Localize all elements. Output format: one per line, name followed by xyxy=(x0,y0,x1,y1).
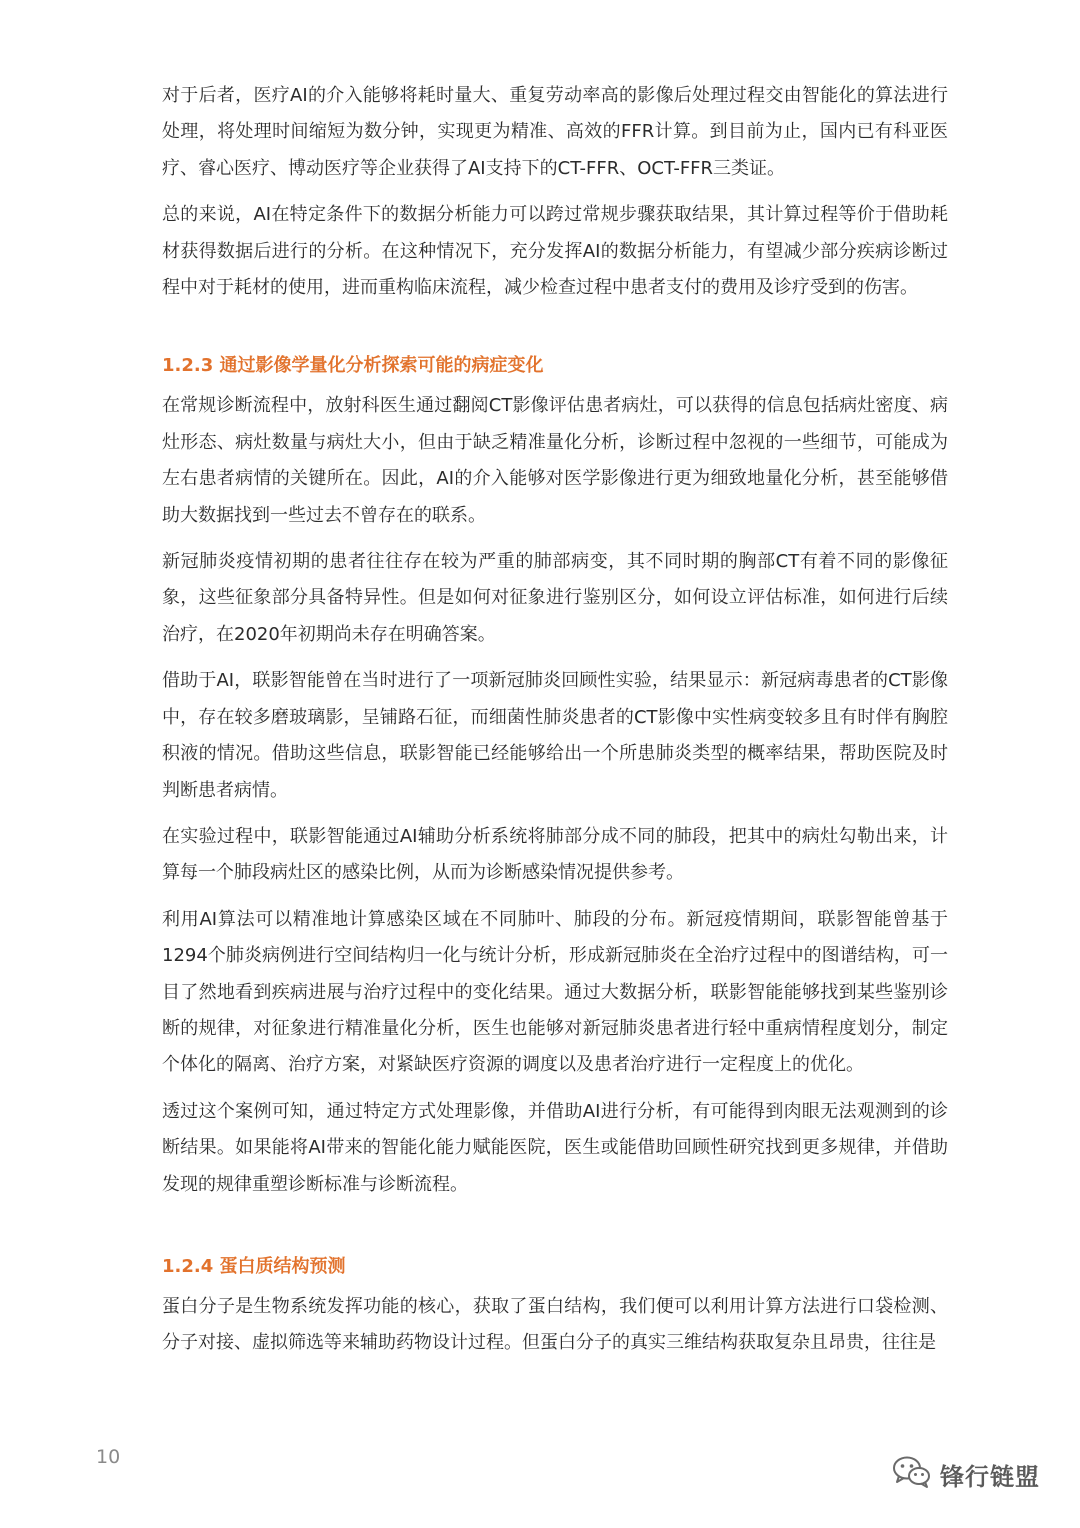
document-body xyxy=(162,78,948,1372)
paragraph: 在常规诊断流程中，放射科医生通过翻阅CT影像评估患者病灶，可以获得的信息包括病灶密度、病灶形态、病灶数量与病灶大小，但由于缺乏精准量化分析，诊断过程中忽视的一些细节，可能成为左右患者病情的关键所在。因此，AI的介入能够对医学影像进行更为细致地量化分析，甚至能够借助大数据找到一些过去不曾存在的联系。 xyxy=(162,395,948,526)
paragraph: 蛋白分子是生物系统发挥功能的核心，获取了蛋白结构，我们便可以利用计算方法进行口袋检测、分子对接、虚拟筛选等来辅助药物设计过程。但蛋白分子的真实三维结构获取复杂且昂贵，往往是 xyxy=(162,1295,948,1354)
paragraph: 透过这个案例可知，通过特定方式处理影像，并借助AI进行分析，有可能得到肉眼无法观测到的诊断结果。如果能将AI带来的智能化能力赋能医院，医生或能借助回顾性研究找到更多规律，并借助发现的规律重塑诊断标准与诊断流程。 xyxy=(162,1100,948,1195)
paragraph: 对于后者，医疗AI的介入能够将耗时量大、重复劳动率高的影像后处理过程交由智能化的算法进行处理，将处理时间缩短为数分钟，实现更为精准、高效的FFR计算。到目前为止，国内已有科亚医疗、睿心医疗、博动医疗等企业获得了AI支持下的CT-FFR、OCT-FFR三类证。 xyxy=(162,85,948,179)
watermark-text: 锋行链盟 xyxy=(940,1462,1040,1491)
section-title: 1.2.4 蛋白质结构预测 xyxy=(162,1255,346,1277)
paragraph: 在实验过程中，联影智能通过AI辅助分析系统将肺部分成不同的肺段，把其中的病灶勾勒出来，计算每一个肺段病灶区的感染比例，从而为诊断感染情况提供参考。 xyxy=(162,825,948,884)
wechat-icon xyxy=(892,1455,932,1493)
paragraph: 总的来说，AI在特定条件下的数据分析能力可以跨过常规步骤获取结果，其计算过程等价于借助耗材获得数据后进行的分析。在这种情况下，充分发挥AI的数据分析能力，有望减少部分疾病诊断过程中对于耗材的使用，进而重构临床流程，减少检查过程中患者支付的费用及诊疗受到的伤害。 xyxy=(162,204,948,299)
paragraph: 新冠肺炎疫情初期的患者往往存在较为严重的肺部病变，其不同时期的胸部CT有着不同的影像征象，这些征象部分具备特异性。但是如何对征象进行鉴别区分，如何设立评估标准，如何进行后续治疗，在2020年初期尚未存在明确答案。 xyxy=(162,551,948,645)
paragraph: 利用AI算法可以精准地计算感染区域在不同肺叶、肺段的分布。新冠疫情期间，联影智能曾基于1294个肺炎病例进行空间结构归一化与统计分析，形成新冠肺炎在全治疗过程中的图谱结构，可一目了然地看到疾病进展与治疗过程中的变化结果。通过大数据分析，联影智能能够找到某些鉴别诊断的规律，对征象进行精准量化分析，医生也能够对新冠肺炎患者进行轻中重病情程度划分，制定个体化的隔离、治疗方案，对紧缺医疗资源的调度以及患者治疗进行一定程度上的优化。 xyxy=(162,908,948,1076)
watermark xyxy=(892,1452,1040,1496)
paragraph: 借助于AI，联影智能曾在当时进行了一项新冠肺炎回顾性实验，结果显示：新冠病毒患者的CT影像中，存在较多磨玻璃影，呈铺路石征，而细菌性肺炎患者的CT影像中实性病变较多且有时伴有胸腔积液的情况。借助这些信息，联影智能已经能够给出一个所患肺炎类型的概率结果，帮助医院及时判断患者病情。 xyxy=(162,670,948,801)
section-title: 1.2.3 通过影像学量化分析探索可能的病症变化 xyxy=(162,355,544,377)
page-number: 10 xyxy=(96,1446,121,1468)
